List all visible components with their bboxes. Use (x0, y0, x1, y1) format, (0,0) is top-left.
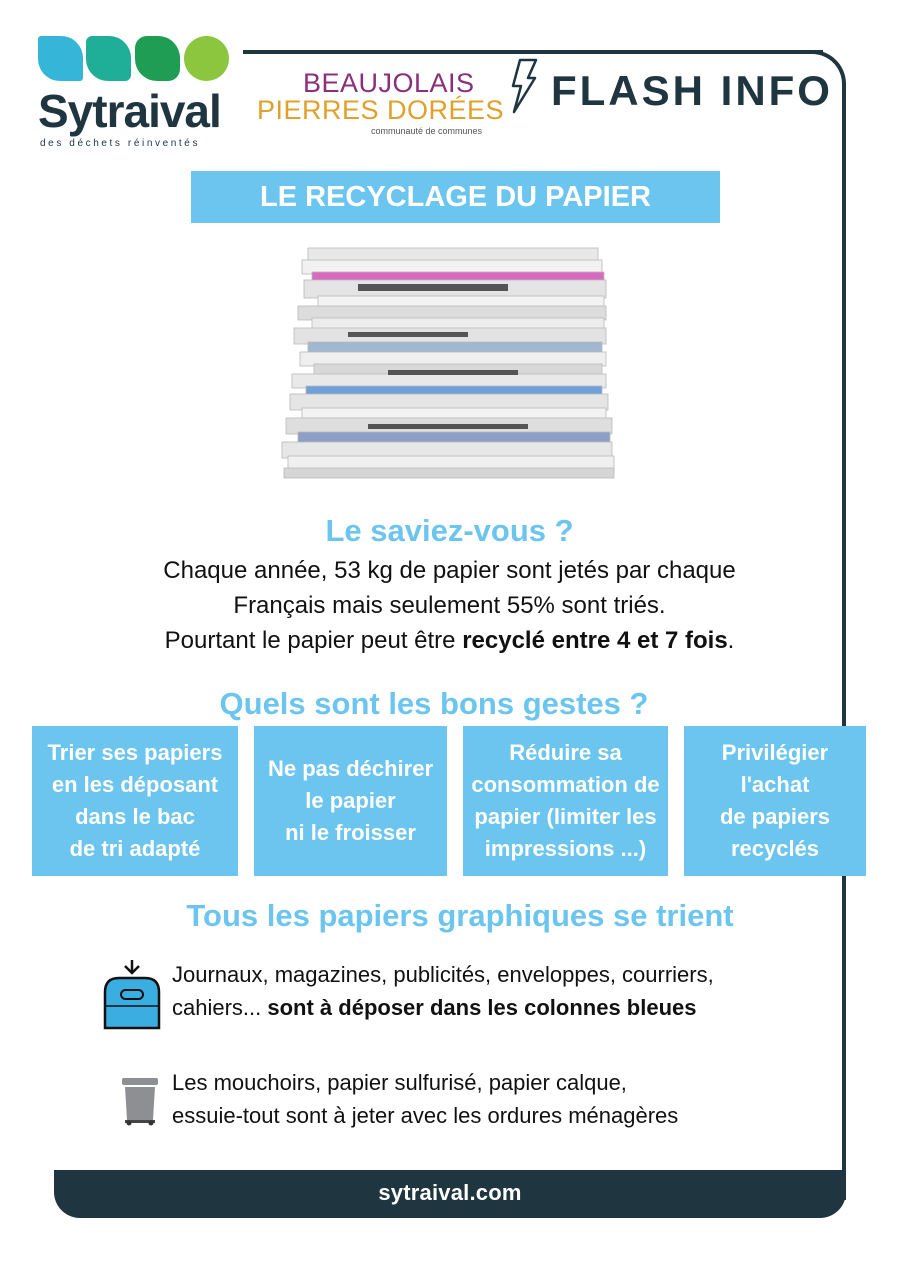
ccbpd-logo-line2: PIERRES DORÉES (257, 95, 505, 125)
papiers-heading: Tous les papiers graphiques se trient (186, 898, 734, 933)
flash-info-label: FLASH INFO (551, 67, 833, 114)
sytraival-logo-circle (184, 36, 229, 81)
geste-box-no-tear (254, 726, 447, 876)
grey-bin-icon (120, 1076, 160, 1126)
grey-bin-line-2: essuie-tout sont à jeter avec les ordures ménagères (172, 1103, 679, 1128)
gestes-heading: Quels sont les bons gestes ? (219, 686, 649, 721)
saviez-paragraph (0, 553, 899, 658)
blue-bin-line-2 (172, 991, 714, 1024)
geste-box-recycled-text: Privilégier l'achat de papiers recyclés (719, 740, 831, 861)
lightning-icon (508, 58, 538, 114)
geste-box-reduce-text: Réduire sa consommation de papier (limiter les impressions ...) (471, 740, 660, 861)
geste-box-reduce (463, 726, 668, 876)
sytraival-logo-square-2 (86, 36, 131, 81)
saviez-heading: Le saviez-vous ? (325, 513, 574, 548)
geste-box-recycled (684, 726, 866, 876)
grey-bin-line-1: Les mouchoirs, papier sulfurisé, papier calque, (172, 1070, 627, 1095)
geste-box-sort-text: Trier ses papiers en les déposant dans le bac de tri adapté (47, 740, 223, 861)
saviez-line-3-end: . (727, 627, 735, 654)
title-banner (191, 171, 720, 223)
saviez-line-3-bold: recyclé entre 4 et 7 fois (462, 627, 728, 654)
geste-box-no-tear-text: Ne pas déchirer le papier ni le froisser (267, 756, 434, 845)
ccbpd-logo-line3: communauté de communes (371, 126, 483, 136)
footer-url[interactable]: sytraival.com (378, 1180, 522, 1205)
blue-bin-line-2-bold: sont à déposer dans les colonnes bleues (267, 995, 697, 1020)
frame-top-border (243, 50, 823, 54)
saviez-line-3-start: Pourtant le papier peut être (164, 627, 463, 654)
page-title: LE RECYCLAGE DU PAPIER (259, 181, 651, 213)
blue-bin-icon (101, 958, 163, 1032)
ccbpd-logo-line1: BEAUJOLAIS (303, 68, 475, 98)
sytraival-logo-tagline: des déchets réinventés (40, 138, 201, 149)
sytraival-logo-square-1 (38, 36, 83, 81)
sytraival-logo-name: Sytraival (38, 85, 221, 137)
sytraival-logo-square-3 (135, 36, 180, 81)
blue-bin-text (172, 958, 714, 1024)
saviez-line-1: Chaque année, 53 kg de papier sont jetés par chaque (163, 557, 736, 584)
saviez-line-3 (0, 623, 899, 658)
grey-bin-text (172, 1066, 678, 1132)
blue-bin-line-1: Journaux, magazines, publicités, enveloppes, courriers, (172, 962, 714, 987)
newspaper-stack-image (268, 242, 620, 482)
footer-bar (54, 1170, 846, 1218)
geste-box-sort (32, 726, 238, 876)
blue-bin-line-2-start: cahiers... (172, 995, 268, 1020)
saviez-line-2: Français mais seulement 55% sont triés. (233, 592, 666, 619)
